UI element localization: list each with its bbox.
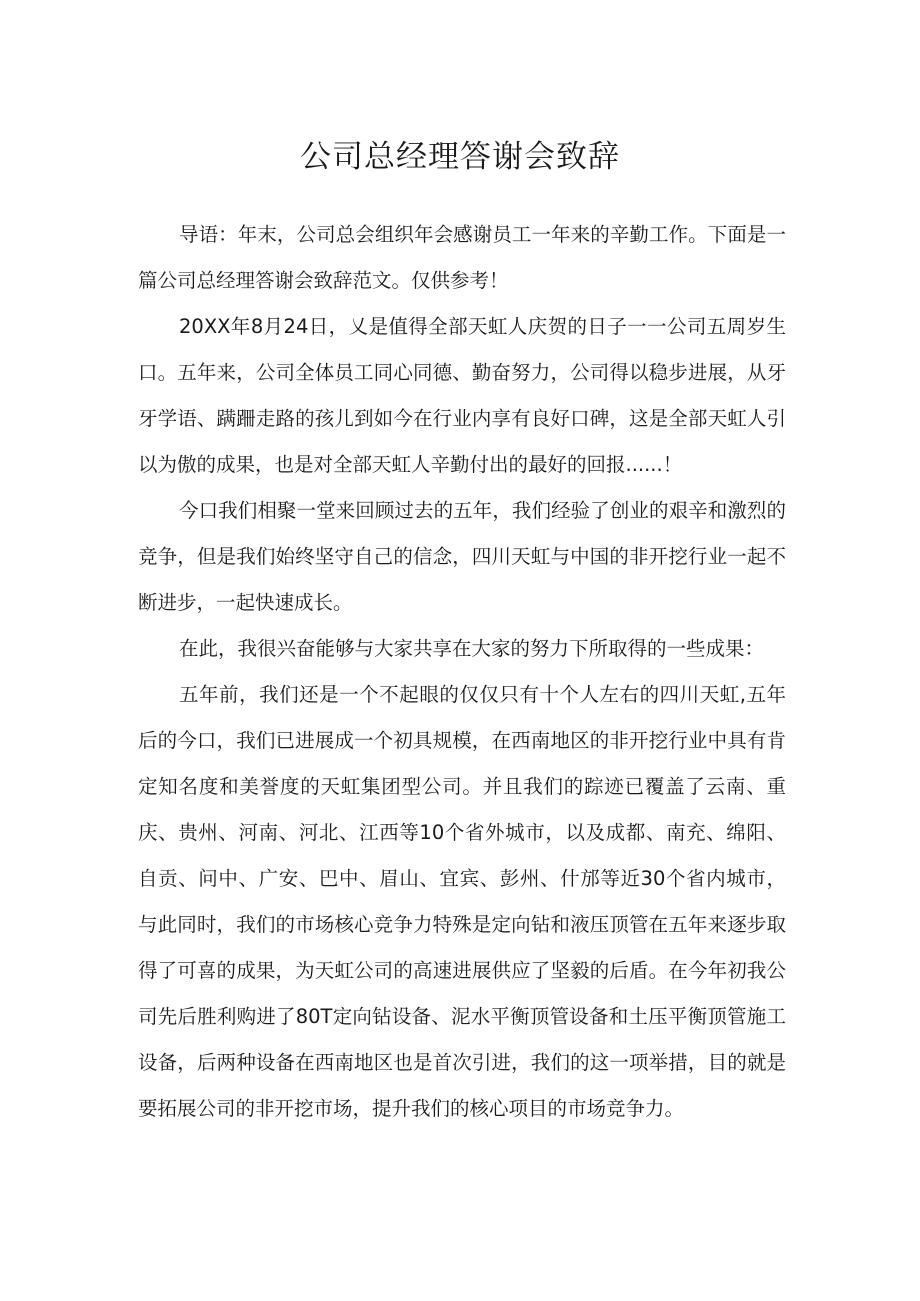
paragraph-intro: 导语：年末，公司总会组织年会感谢员工一年来的辛勤工作。下面是一篇公司总经理答谢会致辞范文。仅供参考！ — [138, 223, 786, 292]
document-body — [138, 212, 786, 1132]
paragraph-review: 今口我们相聚一堂来回顾过去的五年，我们经验了创业的艰辛和激烈的竞争，但是我们始终坚守自己的信念，四川天虹与中国的非开挖行业一起不断进步，一起快速成长。 — [138, 499, 786, 614]
paragraph-achievements-intro: 在此，我很兴奋能够与大家共享在大家的努力下所取得的一些成果： — [179, 637, 765, 660]
paragraph-achievements: 五年前，我们还是一个不起眼的仅仅只有十个人左右的四川天虹,五年后的今口，我们已进展成一个初具规模，在西南地区的非开挖行业中具有肯定知名度和美誉度的天虹集团型公司。并且我们的踪迹已覆盖了云南、重庆、贵州、河南、河北、江西等10个省外城市，以及成都、南充、绵阳、自贡、问中、广安、巴中、眉山、宜宾、彭州、什邡等近30个省内城市，与此同时，我们的市场核心竞争力特殊是定向钻和液压顶管在五年来逐步取得了可喜的成果，为天虹公司的高速进展供应了坚毅的后盾。在今年初我公司先后胜利购进了80T定向钻设备、泥水平衡顶管设备和土压平衡顶管施工设备，后两种设备在西南地区也是首次引进，我们的这一项举措，目的就是要拓展公司的非开挖市场，提升我们的核心项目的市场竞争力。 — [138, 683, 786, 1120]
paragraph-anniversary: 20XX年8月24日，乂是值得全部天虹人庆贺的日子一一公司五周岁生口。五年来，公司全体员工同心同德、勤奋努力，公司得以稳步进展，从牙牙学语、蹒跚走路的孩儿到如今在行业内享有良好口碑，这是全部天虹人引以为傲的成果，也是对全部天虹人辛勤付出的最好的回报......！ — [138, 315, 786, 476]
document-title: 公司总经理答谢会致辞 — [300, 139, 620, 175]
